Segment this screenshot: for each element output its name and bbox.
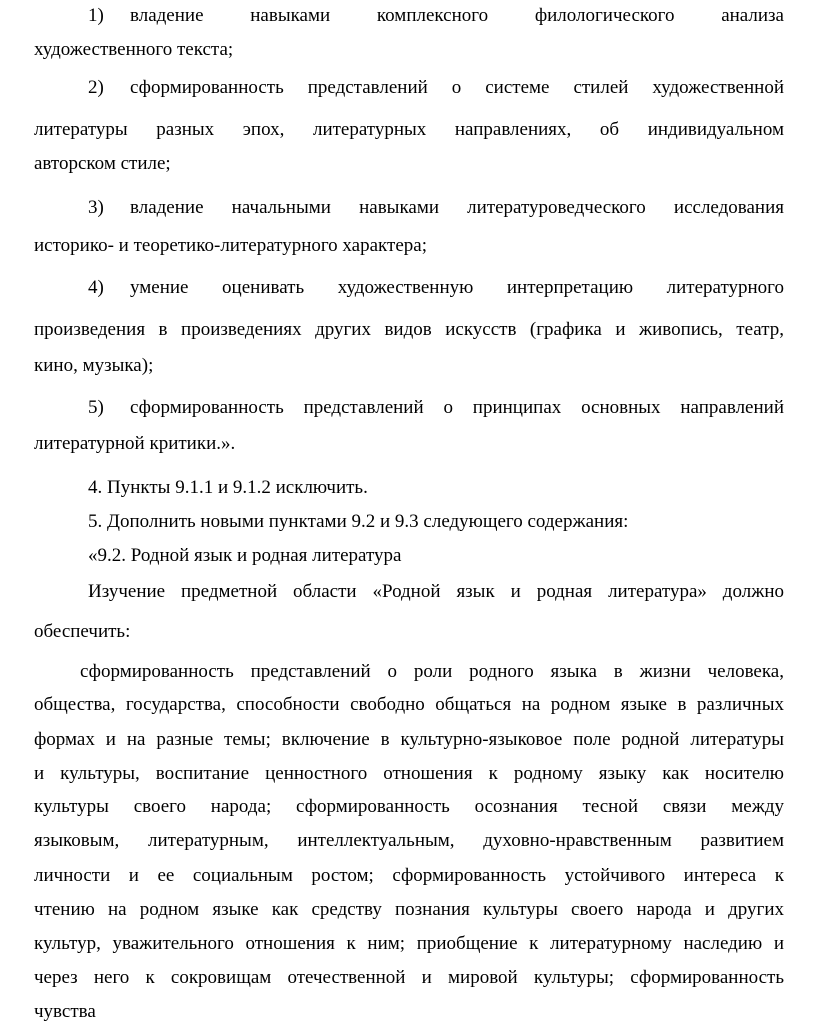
list-item-line: владение начальными навыками литературоведческого исследования bbox=[130, 197, 784, 218]
list-number: 3) bbox=[88, 197, 104, 218]
body-line: через него к сокровищам отечественной и мировой культуры; сформированность bbox=[34, 967, 784, 988]
list-item-line: литературной критики.». bbox=[34, 433, 236, 454]
body-line: и культуры, воспитание ценностного отношения к родному языку как носителю bbox=[34, 763, 784, 784]
body-line: культур, уважительного отношения к ним; приобщение к литературному наследию и bbox=[34, 933, 784, 954]
list-item-line: авторском стиле; bbox=[34, 153, 171, 174]
paragraph-point-5: 5. Дополнить новыми пунктами 9.2 и 9.3 следующего содержания: bbox=[88, 511, 629, 532]
intro-line: обеспечить: bbox=[34, 621, 131, 642]
body-line: сформированность представлений о роли родного языка в жизни человека, bbox=[80, 661, 784, 682]
body-line: культуры своего народа; сформированность осознания тесной связи между bbox=[34, 796, 784, 817]
body-line: формах и на разные темы; включение в культурно-языковое поле родной литературы bbox=[34, 729, 784, 750]
list-number: 4) bbox=[88, 277, 104, 298]
body-line: личности и ее социальным ростом; сформированность устойчивого интереса к bbox=[34, 865, 784, 886]
list-item-line: сформированность представлений о системе стилей художественной bbox=[130, 77, 784, 98]
list-item-line: историко- и теоретико-литературного характера; bbox=[34, 235, 427, 256]
list-number: 2) bbox=[88, 77, 104, 98]
list-item-line: сформированность представлений о принципах основных направлений bbox=[130, 397, 784, 418]
section-heading: «9.2. Родной язык и родная литература bbox=[88, 545, 402, 566]
list-number: 1) bbox=[88, 5, 104, 26]
list-item-line: умение оценивать художественную интерпретацию литературного bbox=[130, 277, 784, 298]
list-item-line: художественного текста; bbox=[34, 39, 234, 60]
list-item-line: литературы разных эпох, литературных направлениях, об индивидуальном bbox=[34, 119, 784, 140]
list-item-line: произведения в произведениях других видов искусств (графика и живопись, театр, bbox=[34, 319, 784, 340]
body-line: языковым, литературным, интеллектуальным, духовно-нравственным развитием bbox=[34, 830, 784, 851]
list-item-line: владение навыками комплексного филологического анализа bbox=[130, 5, 784, 26]
intro-line: Изучение предметной области «Родной язык и родная литература» должно bbox=[88, 581, 784, 602]
paragraph-point-4: 4. Пункты 9.1.1 и 9.1.2 исключить. bbox=[88, 477, 368, 498]
body-line: чтению на родном языке как средству познания культуры своего народа и других bbox=[34, 899, 784, 920]
list-number: 5) bbox=[88, 397, 104, 418]
body-line: общества, государства, способности свободно общаться на родном языке в различных bbox=[34, 694, 784, 715]
body-line: чувства bbox=[34, 1001, 96, 1022]
list-item-line: кино, музыка); bbox=[34, 355, 154, 376]
